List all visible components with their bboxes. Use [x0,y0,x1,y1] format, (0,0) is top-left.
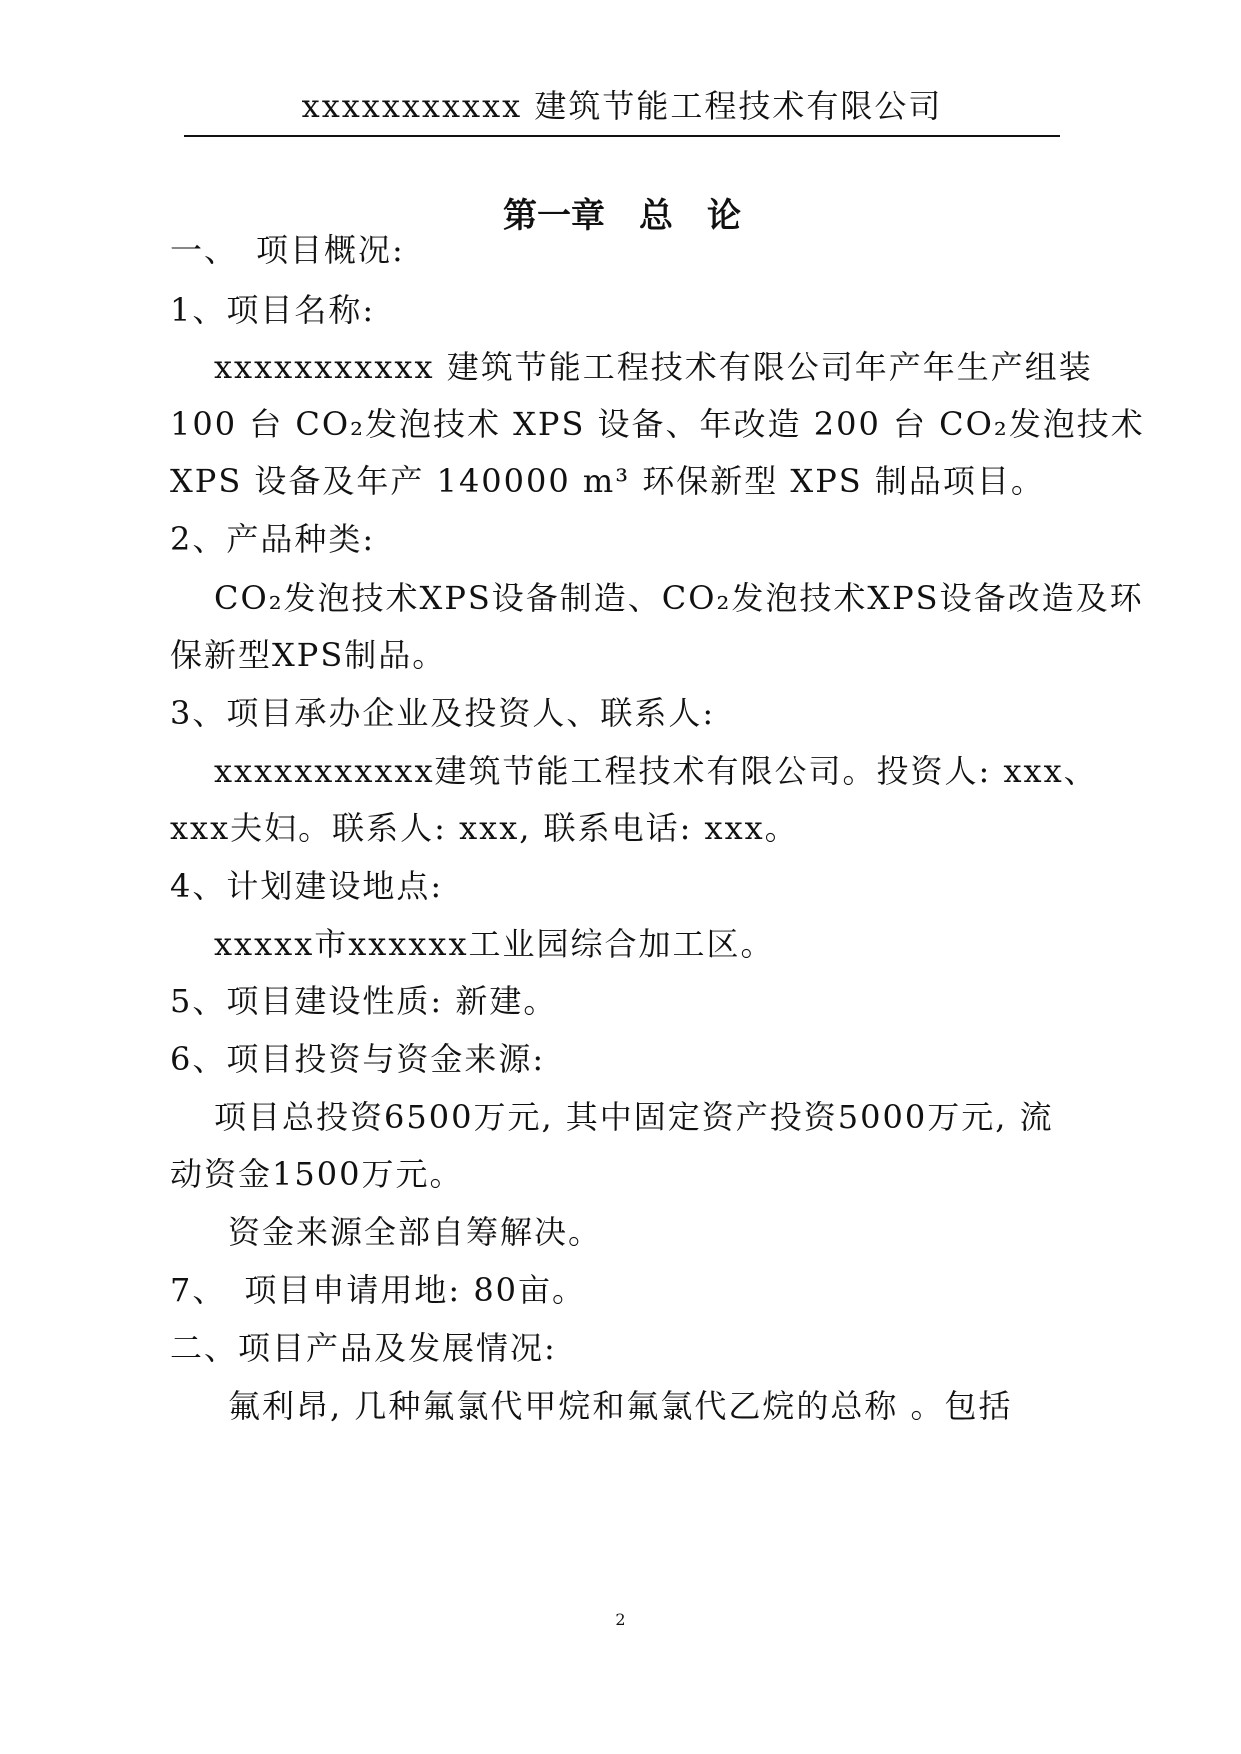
item-heading-project-name: 1、项目名称: [170,291,376,329]
item-heading-nature: 5、项目建设性质: 新建。 [170,982,558,1020]
paragraph-line: xxxxx市xxxxxx工业园综合加工区。 [214,925,775,963]
item-heading-land: 7、 项目申请用地: 80亩。 [170,1271,587,1309]
paragraph-line: 保新型XPS制品。 [170,636,447,674]
page-number: 2 [615,1610,626,1629]
header-rule [184,135,1060,137]
paragraph-line: 100 台 CO₂发泡技术 XPS 设备、年改造 200 台 CO₂发泡技术 [170,405,1145,443]
paragraph-line: 氟利昂, 几种氟氯代甲烷和氟氯代乙烷的总称 。包括 [228,1387,1013,1425]
item-heading-product-types: 2、产品种类: [170,520,376,558]
chapter-title: 第一章 总 论 [503,196,741,236]
paragraph-line: XPS 设备及年产 140000 m³ 环保新型 XPS 制品项目。 [170,462,1045,500]
section-heading-overview: 一、 项目概况: [170,231,405,269]
paragraph-line: xxxxxxxxxxx 建筑节能工程技术有限公司年产年生产组装 [214,348,1093,386]
paragraph-line: xxxxxxxxxxx建筑节能工程技术有限公司。投资人: xxx、 [214,752,1098,790]
section-heading-products: 二、项目产品及发展情况: [170,1329,557,1367]
page-header-company: xxxxxxxxxxx 建筑节能工程技术有限公司 [301,87,943,125]
item-heading-location: 4、计划建设地点: [170,867,444,905]
paragraph-line: 资金来源全部自筹解决。 [228,1213,603,1251]
paragraph-line: CO₂发泡技术XPS设备制造、CO₂发泡技术XPS设备改造及环 [214,579,1144,617]
paragraph-line: 动资金1500万元。 [170,1155,464,1193]
paragraph-line: xxx夫妇。联系人: xxx, 联系电话: xxx。 [170,809,799,847]
paragraph-line: 项目总投资6500万元, 其中固定资产投资5000万元, 流 [214,1098,1054,1136]
item-heading-enterprise: 3、项目承办企业及投资人、联系人: [170,694,716,732]
item-heading-investment: 6、项目投资与资金来源: [170,1040,546,1078]
